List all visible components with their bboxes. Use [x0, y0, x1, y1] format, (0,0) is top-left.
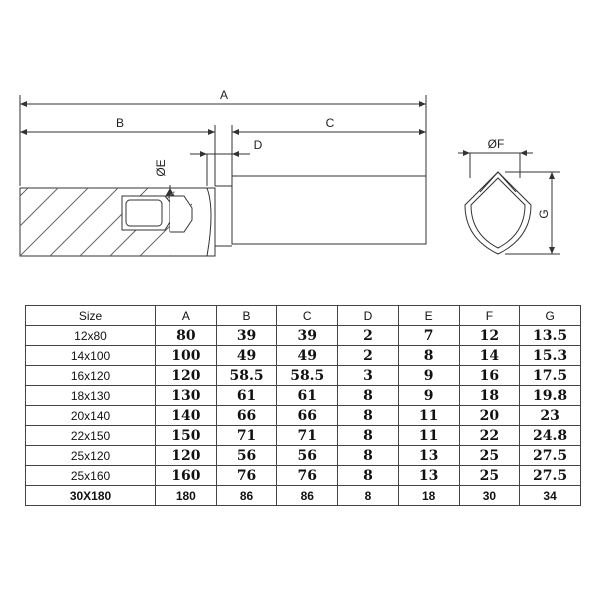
- cell-size: 25x120: [26, 446, 156, 466]
- table-row: [26, 386, 581, 406]
- cell-size: 16x120: [26, 366, 156, 386]
- header-g: G: [520, 306, 581, 326]
- cell-g: 24.8: [520, 426, 581, 446]
- cell-c: 58.5: [277, 366, 338, 386]
- cell-b: 58.5: [216, 366, 277, 386]
- table-row: [26, 326, 581, 346]
- cell-a: 150: [156, 426, 217, 446]
- cell-a: 180: [156, 486, 217, 506]
- cell-f: 25: [459, 466, 520, 486]
- cell-c: 86: [277, 486, 338, 506]
- cell-a: 80: [156, 326, 217, 346]
- cell-g: 17.5: [520, 366, 581, 386]
- cell-c: 71: [277, 426, 338, 446]
- cell-c: 39: [277, 326, 338, 346]
- cell-c: 76: [277, 466, 338, 486]
- cell-d: 8: [338, 446, 399, 466]
- header-b: B: [216, 306, 277, 326]
- table-row: [26, 486, 581, 506]
- cell-f: 20: [459, 406, 520, 426]
- cell-size: 30X180: [26, 486, 156, 506]
- cell-d: 8: [338, 426, 399, 446]
- cell-g: 27.5: [520, 446, 581, 466]
- header-d: D: [338, 306, 399, 326]
- cell-size: 12x80: [26, 326, 156, 346]
- cell-e: 9: [398, 386, 459, 406]
- cell-a: 120: [156, 446, 217, 466]
- cell-a: 100: [156, 346, 217, 366]
- drop-profile-inner: [471, 178, 525, 248]
- header-a: A: [156, 306, 217, 326]
- cell-e: 13: [398, 466, 459, 486]
- table-row: [26, 446, 581, 466]
- table-row: [26, 426, 581, 446]
- cell-f: 16: [459, 366, 520, 386]
- cell-b: 39: [216, 326, 277, 346]
- cell-b: 86: [216, 486, 277, 506]
- cell-a: 130: [156, 386, 217, 406]
- cell-g: 13.5: [520, 326, 581, 346]
- cell-d: 8: [338, 386, 399, 406]
- cell-g: 27.5: [520, 466, 581, 486]
- label-b: B: [115, 116, 125, 130]
- cell-d: 2: [338, 326, 399, 346]
- cell-d: 8: [338, 406, 399, 426]
- technical-drawing: [0, 0, 600, 290]
- cell-b: 71: [216, 426, 277, 446]
- label-c: C: [325, 116, 335, 130]
- header-e: E: [398, 306, 459, 326]
- cell-c: 49: [277, 346, 338, 366]
- cell-e: 11: [398, 426, 459, 446]
- label-d: D: [253, 138, 263, 152]
- table-header-row: [26, 306, 581, 326]
- cell-g: 23: [520, 406, 581, 426]
- cell-size: 14x100: [26, 346, 156, 366]
- drop-profile-outer: [465, 172, 531, 254]
- cell-c: 61: [277, 386, 338, 406]
- cell-e: 7: [398, 326, 459, 346]
- header-f: F: [459, 306, 520, 326]
- cell-size: 20x140: [26, 406, 156, 426]
- cell-f: 14: [459, 346, 520, 366]
- cell-g: 15.3: [520, 346, 581, 366]
- hinge-side-view: [0, 95, 426, 256]
- cell-f: 25: [459, 446, 520, 466]
- size-table: [25, 305, 581, 506]
- label-f: ØF: [487, 137, 505, 151]
- cell-c: 66: [277, 406, 338, 426]
- cell-b: 76: [216, 466, 277, 486]
- cell-e: 18: [398, 486, 459, 506]
- label-g: G: [537, 209, 551, 219]
- cell-a: 160: [156, 466, 217, 486]
- cell-f: 12: [459, 326, 520, 346]
- cell-c: 56: [277, 446, 338, 466]
- table-row: [26, 406, 581, 426]
- cell-size: 22x150: [26, 426, 156, 446]
- cell-e: 9: [398, 366, 459, 386]
- label-a: A: [219, 88, 229, 102]
- cell-a: 140: [156, 406, 217, 426]
- cell-a: 120: [156, 366, 217, 386]
- cell-d: 3: [338, 366, 399, 386]
- cell-f: 22: [459, 426, 520, 446]
- cell-b: 56: [216, 446, 277, 466]
- cell-g: 19.8: [520, 386, 581, 406]
- cell-e: 8: [398, 346, 459, 366]
- cell-b: 49: [216, 346, 277, 366]
- cell-d: 2: [338, 346, 399, 366]
- header-c: C: [277, 306, 338, 326]
- cell-d: 8: [338, 466, 399, 486]
- hinge-end-view: [458, 153, 560, 254]
- cell-f: 18: [459, 386, 520, 406]
- cell-f: 30: [459, 486, 520, 506]
- table-row: [26, 366, 581, 386]
- header-size: Size: [26, 306, 156, 326]
- table-row: [26, 466, 581, 486]
- cell-g: 34: [520, 486, 581, 506]
- cell-size: 25x160: [26, 466, 156, 486]
- label-e: ØE: [154, 159, 168, 177]
- cell-d: 8: [338, 486, 399, 506]
- cell-e: 13: [398, 446, 459, 466]
- cell-e: 11: [398, 406, 459, 426]
- cell-b: 61: [216, 386, 277, 406]
- cell-b: 66: [216, 406, 277, 426]
- table-row: [26, 346, 581, 366]
- cell-size: 18x130: [26, 386, 156, 406]
